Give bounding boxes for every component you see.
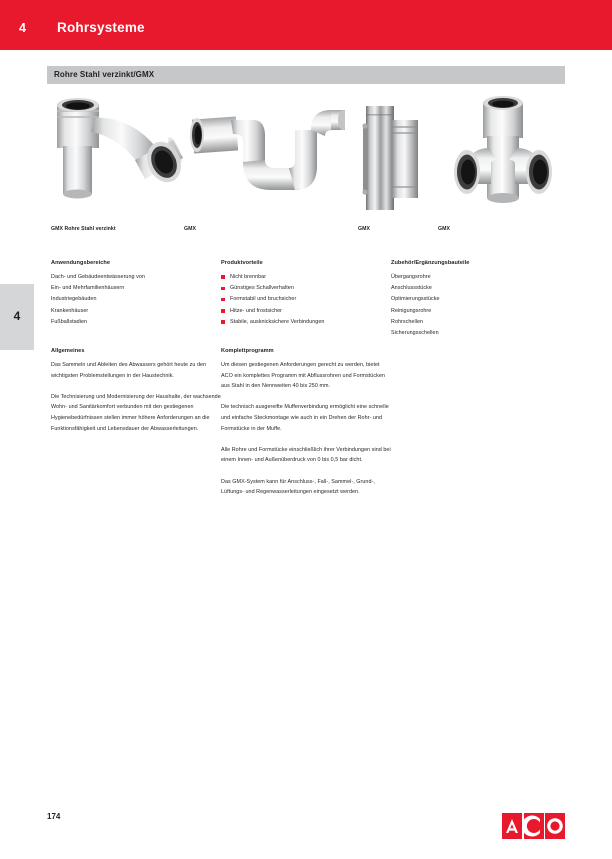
paragraph: Um diesen gestiegenen Anforderungen gerecht zu werden, bietet ACO ein komplettes Programm mit Abflussrohren und Formstücken aus Stahl in den Nennweiten 40 bis 250 mm.: [221, 362, 385, 390]
column-heading: Zubehör/Ergänzungsbauteile: [391, 260, 470, 266]
list-item: Dach- und Gebäudeentwässerung von: [51, 274, 145, 280]
list-item: Rohrschellen: [391, 318, 424, 325]
product-caption: GMX: [358, 226, 370, 232]
column-komplettprogramm: [221, 348, 392, 508]
list-item: Nicht brennbar: [221, 272, 396, 283]
page-number: 174: [47, 812, 61, 821]
aco-logo: [502, 813, 565, 839]
column-heading: Produktvorteile: [221, 260, 263, 266]
product-caption: GMX: [438, 226, 450, 232]
list-item: Reinigungsrohre: [391, 307, 432, 314]
list-item: Anschlussstücke: [391, 285, 432, 292]
list-item: Optimierungsstücke: [391, 296, 440, 303]
list-item: Günstiges Schallverhalten: [221, 283, 396, 294]
product-caption: GMX: [184, 226, 196, 232]
product-image-abzweig-fitting: [47, 90, 187, 225]
paragraph: Die Technisierung und Modernisierung der Haushalte, der wachsende Wohn- und Sanitärkomfort verbunden mit den gestiegenen Hygienebedürfnissen stellen immer höhere Anforderungen an die Funktionsfähigkeit und Lebensdauer der Abwasserleitungen.: [51, 393, 221, 432]
paragraph: Das GMX-System kann für Anschluss-, Fall-, Sammel-, Grund-, Lüftungs- und Regenwasserleitungen eingesetzt werden.: [221, 478, 375, 496]
list-item: Stabile, ausknicksichere Verbindungen: [221, 317, 396, 328]
section-title: Rohre Stahl verzinkt/GMX: [54, 70, 155, 79]
section-title-bar: [47, 66, 565, 84]
logo-letter-a: [502, 813, 522, 839]
column-produktvorteile: [221, 260, 396, 328]
column-anwendungsbereiche: [51, 260, 226, 328]
list-item: Hitze- und frostsicher: [221, 306, 396, 317]
chapter-tab-number: 4: [13, 309, 21, 323]
product-image-doppelabzweig: [439, 90, 565, 225]
product-image-siphon-bogen: [185, 90, 345, 225]
header-chapter-number: 4: [19, 21, 27, 35]
page-title: Rohrsysteme: [57, 20, 145, 35]
paragraph: Die technisch ausgereifte Muffenverbindung ermöglicht eine schnelle und einfache Steckmontage wie auch in ein Drehen der Rohr- und Formstücke in der Muffe.: [221, 404, 389, 432]
list-item: Fußballstadien: [51, 318, 88, 325]
list-item: Formstabil und bruchsicher: [221, 294, 396, 305]
logo-letter-c: [524, 813, 544, 839]
list-item: Sicherungsschellen: [391, 330, 439, 337]
chapter-tab: [0, 284, 34, 350]
column-heading: Anwendungsbereiche: [51, 260, 111, 266]
list-item: Ein- und Mehrfamilienhäusern: [51, 285, 125, 292]
list-item: Industriegebäuden: [51, 296, 97, 303]
product-image-rohrschelle-verbinder: [358, 90, 424, 225]
product-caption: GMX Rohre Stahl verzinkt: [51, 226, 116, 232]
column-heading: Komplettprogramm: [221, 348, 274, 354]
paragraph: Alle Rohre und Formstücke einschließlich ihrer Verbindungen sind bei einem Innen- und Außenüberdruck von 0 bis 0,5 bar dicht.: [221, 446, 391, 464]
column-allgemeines: [51, 348, 222, 445]
column-heading: Allgemeines: [51, 348, 85, 354]
logo-letter-o: [545, 813, 565, 839]
page-header-bar: [0, 0, 612, 50]
column-zubehoer: [391, 260, 566, 339]
list-item: Übergangsrohre: [391, 274, 431, 280]
list-item: Krankenhäuser: [51, 307, 89, 314]
paragraph: Das Sammeln und Ableiten des Abwassers gehört heute zu den wichtigsten Problemstellungen in der Haustechnik.: [51, 362, 207, 379]
product-image-strip: [47, 90, 565, 225]
